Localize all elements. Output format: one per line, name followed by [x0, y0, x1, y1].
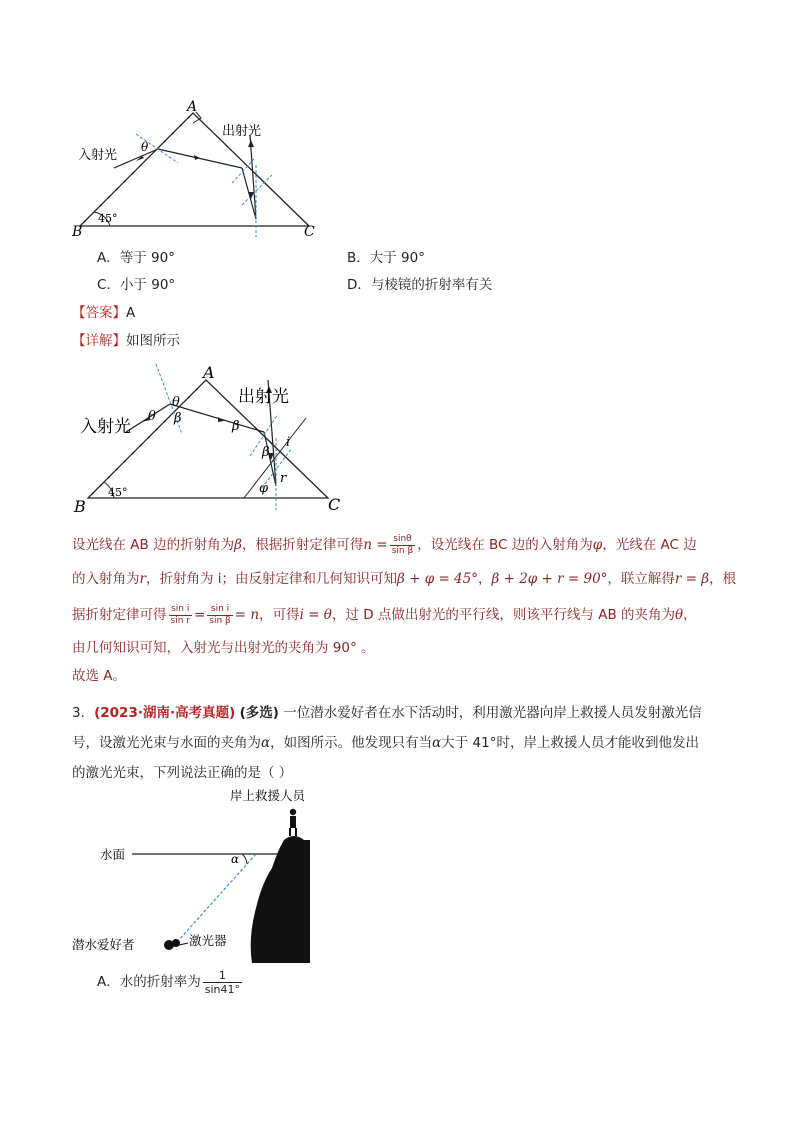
- rescuer-head: [290, 809, 296, 815]
- emergent-label: 出射光: [222, 124, 262, 139]
- angle-b-label: 45°: [98, 212, 118, 225]
- incident-label-2: 入射光: [80, 417, 131, 437]
- beta-label-3: β: [262, 445, 270, 460]
- laser-label: 激光器: [189, 933, 227, 948]
- parallel-line: [244, 418, 306, 498]
- incident-ray: [114, 149, 158, 168]
- beta-label-1: β: [174, 411, 182, 426]
- question-multi: (多选): [239, 705, 279, 721]
- answer-line: [72, 303, 135, 323]
- arrow-2: [194, 155, 200, 160]
- label-c: C: [304, 224, 315, 240]
- alpha-arc: [242, 854, 247, 864]
- theta-label: θ: [141, 140, 149, 154]
- theta-label-1: θ: [148, 409, 156, 424]
- detail-text: 如图所示: [126, 333, 180, 349]
- refracted-ray-2: [170, 404, 264, 432]
- phi-label: φ: [259, 481, 269, 496]
- normal-line-ac-2: [242, 175, 272, 205]
- option-d-q2: D．与棱镜的折射率有关: [347, 277, 493, 293]
- question3-line-3: 的激光光束，下列说法正确的是（ ）: [72, 765, 293, 781]
- prism-triangle-2: [88, 380, 328, 498]
- option-c-q2: C．小于 90°: [97, 277, 176, 293]
- label-b: B: [72, 224, 83, 240]
- laser-beam: [177, 854, 256, 942]
- question3-line-2: 号，设激光光束与水面的夹角为α，如图所示。他发现只有当α大于 41°时，岸上救援人员才能收到他发出: [72, 735, 699, 751]
- diver-figure: [72, 788, 332, 963]
- i-label: i: [286, 435, 291, 450]
- alpha-label: α: [231, 852, 240, 866]
- emergent-label-2: 出射光: [238, 387, 289, 407]
- rescuer-label: 岸上救援人员: [230, 788, 306, 803]
- theta-label-2: θ: [172, 395, 180, 410]
- rescuer-body: [290, 816, 296, 828]
- solution-line-4: 由几何知识可知，入射光与出射光的夹角为 90° 。: [72, 640, 375, 656]
- prism-triangle: [80, 113, 309, 226]
- prism-figure-1: [66, 95, 336, 245]
- diver-label: 潜水爱好者: [72, 937, 135, 952]
- option-a-q3: A．水的折射率为 $\frac{1}{\sin 41^\circ}$: [97, 968, 241, 996]
- solution-conclusion: 故选 A。: [72, 668, 127, 684]
- solution-line-2: 的入射角为r，折射角为 i；由反射定律和几何知识可知β + φ = 45°，β + 2φ + r = 90°，联立解得r = β，根: [72, 571, 737, 587]
- answer-tag: 【答案】: [72, 305, 126, 321]
- option-a-q2: A．等于 90°: [97, 250, 175, 266]
- refracted-ray: [158, 149, 242, 168]
- solution-line-1: 设光线在 AB 边的折射角为β，根据折射定律可得n = $\frac{\sin\theta}{\text{sin β}}$ ，设光线在 BC 边的入射角为φ，光线在 AC 边: [72, 533, 697, 556]
- detail-tag: 【详解】: [72, 333, 126, 349]
- question-source: (2023·湖南·高考真题): [94, 705, 236, 721]
- angle-b-label-2: 45°: [108, 486, 128, 499]
- prism-figure-2: [66, 358, 356, 518]
- answer-value: A: [126, 305, 136, 321]
- arrow-4: [248, 140, 254, 147]
- arrow-3: [248, 192, 254, 199]
- r-label: r: [280, 471, 287, 486]
- water-label: 水面: [100, 847, 126, 862]
- label-a: A: [187, 99, 198, 115]
- label-b-2: B: [74, 497, 86, 516]
- detail-line: [72, 331, 180, 351]
- label-c-2: C: [328, 495, 341, 514]
- beta-label-2: β: [232, 419, 240, 434]
- incident-label: 入射光: [78, 148, 118, 163]
- cliff-shape: [251, 836, 310, 963]
- question3-line-1: 3．(2023·湖南·高考真题) (多选) 一位潜水爱好者在水下活动时，利用激光器向岸上救援人员发射激光信: [72, 705, 702, 721]
- option-b-q2: B．大于 90°: [347, 250, 425, 266]
- label-a-2: A: [203, 363, 215, 382]
- question-number: 3．: [72, 705, 95, 721]
- solution-line-3: 据折射定律可得 $\frac{\text{sin i}}{\text{sin r}}$ = $\frac{\text{sin i}}{\text{sin β}}$ = n，可得i = θ，过 D 点做出射光的平行线，则该平行线与 AB 的夹角为θ，: [72, 603, 697, 626]
